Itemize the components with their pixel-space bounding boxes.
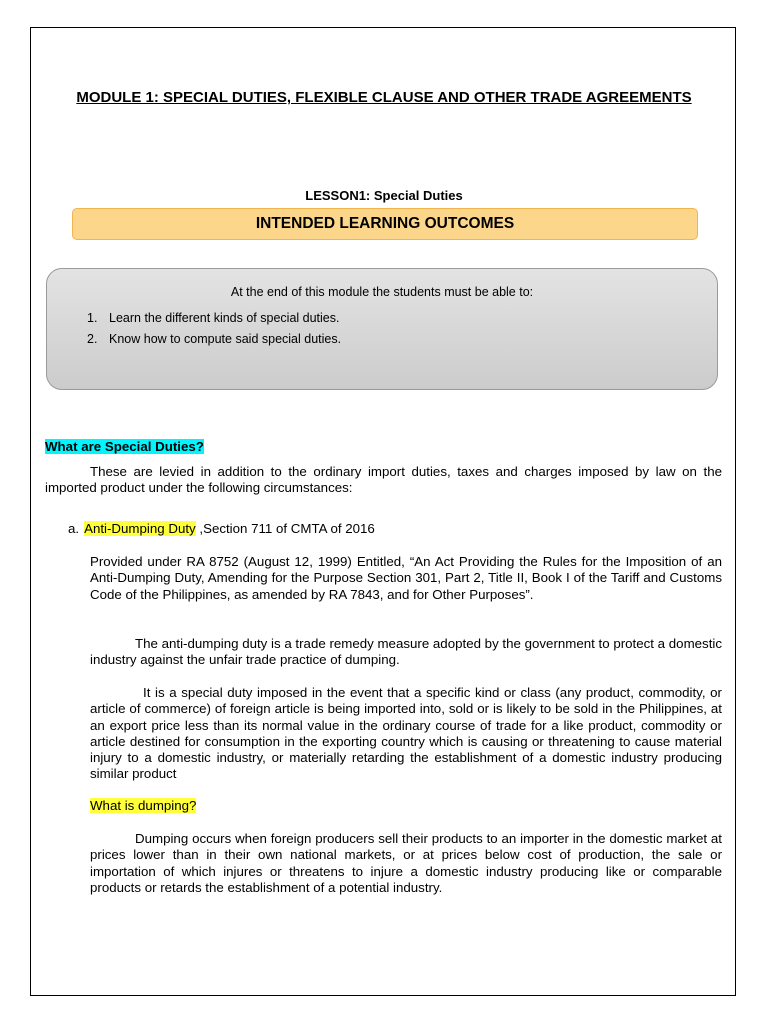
objective-item bbox=[87, 329, 341, 350]
ra-8752-paragraph: Provided under RA 8752 (August 12, 1999) Entitled, “An Act Providing the Rules for the Imposition of an Anti-Dumping Duty, Amending for the Purpose Section 301, Part 2, Title II, Book I of the Tariff and Customs Code of the Philippines, as amended by RA 7843, and for Other Purposes”. bbox=[90, 554, 722, 602]
item-a-heading bbox=[68, 521, 375, 537]
objective-number: 2. bbox=[87, 332, 98, 346]
objectives-intro: At the end of this module the students must be able to: bbox=[230, 285, 534, 299]
objectives-box bbox=[46, 268, 718, 390]
objective-item bbox=[87, 308, 341, 329]
section-heading-text: What are Special Duties? bbox=[45, 439, 204, 454]
item-a-marker: a. bbox=[68, 521, 80, 536]
objective-text: Learn the different kinds of special duties. bbox=[109, 311, 340, 325]
learning-outcomes-banner bbox=[72, 208, 698, 240]
section-heading bbox=[45, 439, 204, 455]
lesson-title: LESSON1: Special Duties bbox=[305, 188, 463, 203]
special-duty-paragraph: It is a special duty imposed in the event that a specific kind or class (any product, commodity, or article of commerce) of foreign article is being imported into, sold or is likely to be sold in the Philippines, at an export price less than its normal value in the ordinary course of trade for a like product, commodity or article destined for consumption in the exporting country which is causing or threatening to cause material injury to a domestic industry, or materially retarding the establishment of a domestic industry producing similar product bbox=[90, 685, 722, 782]
module-title: MODULE 1: SPECIAL DUTIES, FLEXIBLE CLAUSE AND OTHER TRADE AGREEMENTS bbox=[76, 89, 692, 106]
objective-text: Know how to compute said special duties. bbox=[109, 332, 342, 346]
objective-number: 1. bbox=[87, 311, 98, 325]
item-a-reference: ,Section 711 of CMTA of 2016 bbox=[195, 521, 375, 536]
dumping-paragraph: Dumping occurs when foreign producers sell their products to an importer in the domestic market at prices lower than in their own national markets, or at prices below cost of production, the sale or importation of which injures or threatens to injure a domestic industry producing like or comparable products or retards the establishment of a potential industry. bbox=[90, 831, 722, 895]
learning-outcomes-heading: INTENDED LEARNING OUTCOMES bbox=[255, 215, 515, 232]
dumping-heading bbox=[90, 798, 196, 814]
section-intro: These are levied in addition to the ordinary import duties, taxes and charges imposed by law on the imported product under the following circumstances: bbox=[45, 464, 722, 496]
objectives-list bbox=[87, 308, 341, 350]
dumping-heading-text: What is dumping? bbox=[90, 798, 197, 813]
item-a-title: Anti-Dumping Duty bbox=[84, 521, 196, 536]
anti-dumping-definition-paragraph: The anti-dumping duty is a trade remedy measure adopted by the government to protect a domestic industry against the unfair trade practice of dumping. bbox=[90, 636, 722, 668]
